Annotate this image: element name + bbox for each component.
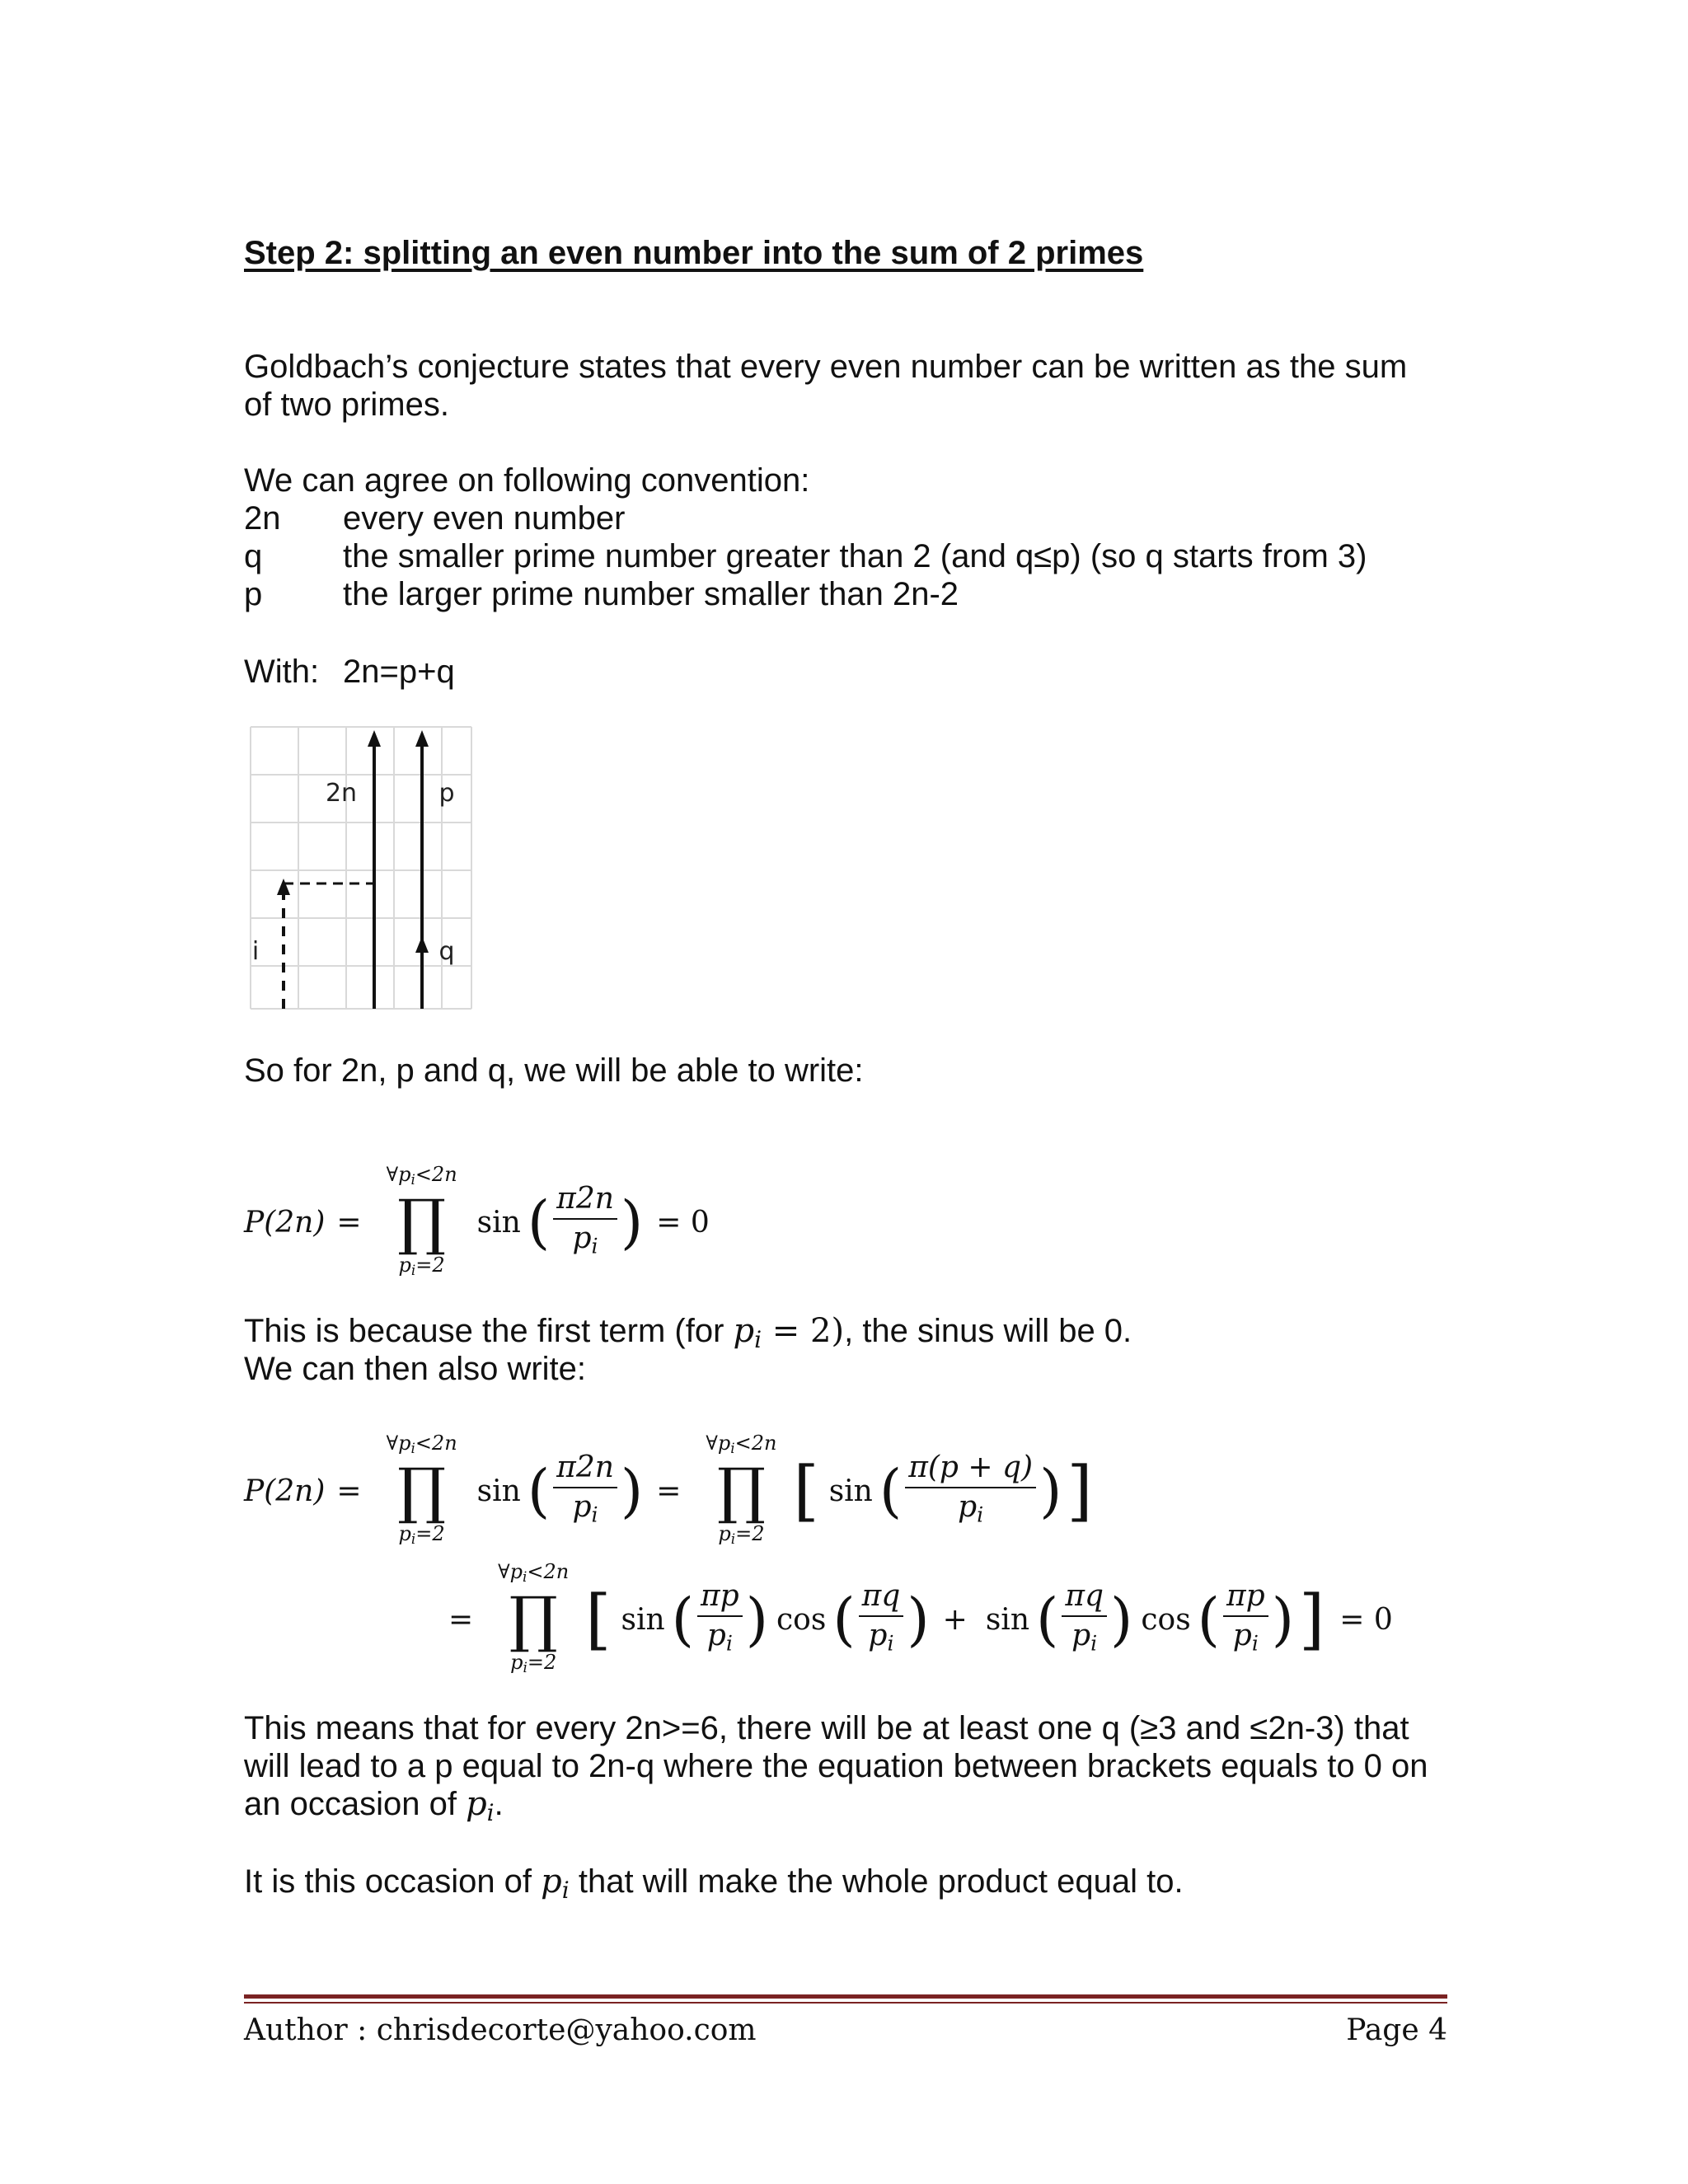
label-2n: 2n [325, 779, 358, 808]
convention-sym-q: q [244, 538, 263, 574]
occasion-text: It is this occasion of $p_i$ that will make the whole product equal to. [244, 1863, 1184, 1904]
equation-2-line-2: = $\forall p_i<2n$ ∏ $p_i=2$ [ sin ( $\frac{\pi p}{p_i}$ ) cos ( $\frac{\pi q}{p_i}$ ) + sin ( $\frac{\pi q}{p_i}$ ) cos ( $\frac{\pi p}{p_i}$ ) ] = 0 [437, 1559, 1404, 1680]
label-i: i [251, 937, 260, 966]
label-p: p [438, 779, 455, 808]
arrowhead-i [277, 879, 290, 895]
convention-sym-2n: 2n [244, 500, 281, 537]
means-line-3: an occasion of $p_i$. [244, 1785, 504, 1826]
convention-desc-2n: every even number [343, 500, 626, 537]
eq2-product-2: $\forall p_i<2n$ ∏ $p_i=2$ [706, 1432, 777, 1548]
eq1-fraction: $\frac{\pi 2n}{p_i}$ [553, 1183, 617, 1262]
footer-author: Author : chrisdecorte@yahoo.com [244, 2013, 757, 2047]
eq2-product-3: $\forall p_i<2n$ ∏ $p_i=2$ [498, 1560, 570, 1676]
intro-line-1: Goldbach’s conjecture states that every even number can be written as the sum [244, 349, 1408, 385]
convention-desc-p: the larger prime number smaller than 2n-2 [343, 576, 959, 612]
so-text: So for 2n, p and q, we will be able to write: [244, 1052, 864, 1089]
eq2-rhs: = 0 [1339, 1602, 1393, 1637]
convention-desc-q: the smaller prime number greater than 2 (and q≤p) (so q starts from 3) [343, 538, 1367, 574]
footer-rule-thin [244, 2002, 1447, 2004]
eq1-sin: sin [476, 1205, 521, 1240]
eq1-product: $\forall p_i<2n$ ∏ $p_i=2$ [386, 1163, 457, 1279]
footer-page-number: Page 4 [1346, 2013, 1447, 2047]
section-heading: Step 2: splitting an even number into the sum of 2 primes [244, 235, 1144, 271]
convention-intro: We can agree on following convention: [244, 462, 810, 499]
equation-1: P(2n) = $\forall p_i<2n$ ∏ $p_i=2$ sin ( $\frac{\pi 2n}{p_i}$ ) = 0 [244, 1162, 721, 1282]
convention-sym-p: p [244, 576, 263, 612]
equation-2-line-1: P(2n) = $\forall p_i<2n$ ∏ $p_i=2$ sin ( $\frac{\pi 2n}{p_i}$ ) = $\forall p_i<2n$ ∏ $p_i=2$ [ sin ( $\frac{\pi(p + q)}{p_i}$ ) ] [244, 1431, 1096, 1551]
footer-rule [244, 1994, 1447, 1999]
eq1-lhs: P(2n) [244, 1205, 326, 1240]
with-equation: 2n=p+q [343, 654, 455, 690]
prime-split-diagram [244, 719, 483, 1015]
eq1-equals: = [336, 1205, 362, 1240]
then-text: We can then also write: [244, 1351, 587, 1387]
arrowhead-2n [368, 730, 381, 747]
arrowhead-p [415, 730, 429, 747]
intro-line-2: of two primes. [244, 387, 449, 423]
eq1-rhs: = 0 [656, 1205, 710, 1240]
eq2-lhs: P(2n) [244, 1474, 326, 1508]
eq2-product-1: $\forall p_i<2n$ ∏ $p_i=2$ [386, 1432, 457, 1548]
label-q: q [438, 937, 455, 966]
means-line-1: This means that for every 2n>=6, there will be at least one q (≥3 and ≤2n-3) that [244, 1710, 1409, 1746]
with-label: With: [244, 654, 320, 690]
because-text: This is because the first term (for $p_i = 2$), the sinus will be 0. [244, 1312, 1132, 1353]
arrowhead-q [415, 936, 429, 953]
means-line-2: will lead to a p equal to 2n-q where the equation between brackets equals to 0 on [244, 1748, 1428, 1784]
